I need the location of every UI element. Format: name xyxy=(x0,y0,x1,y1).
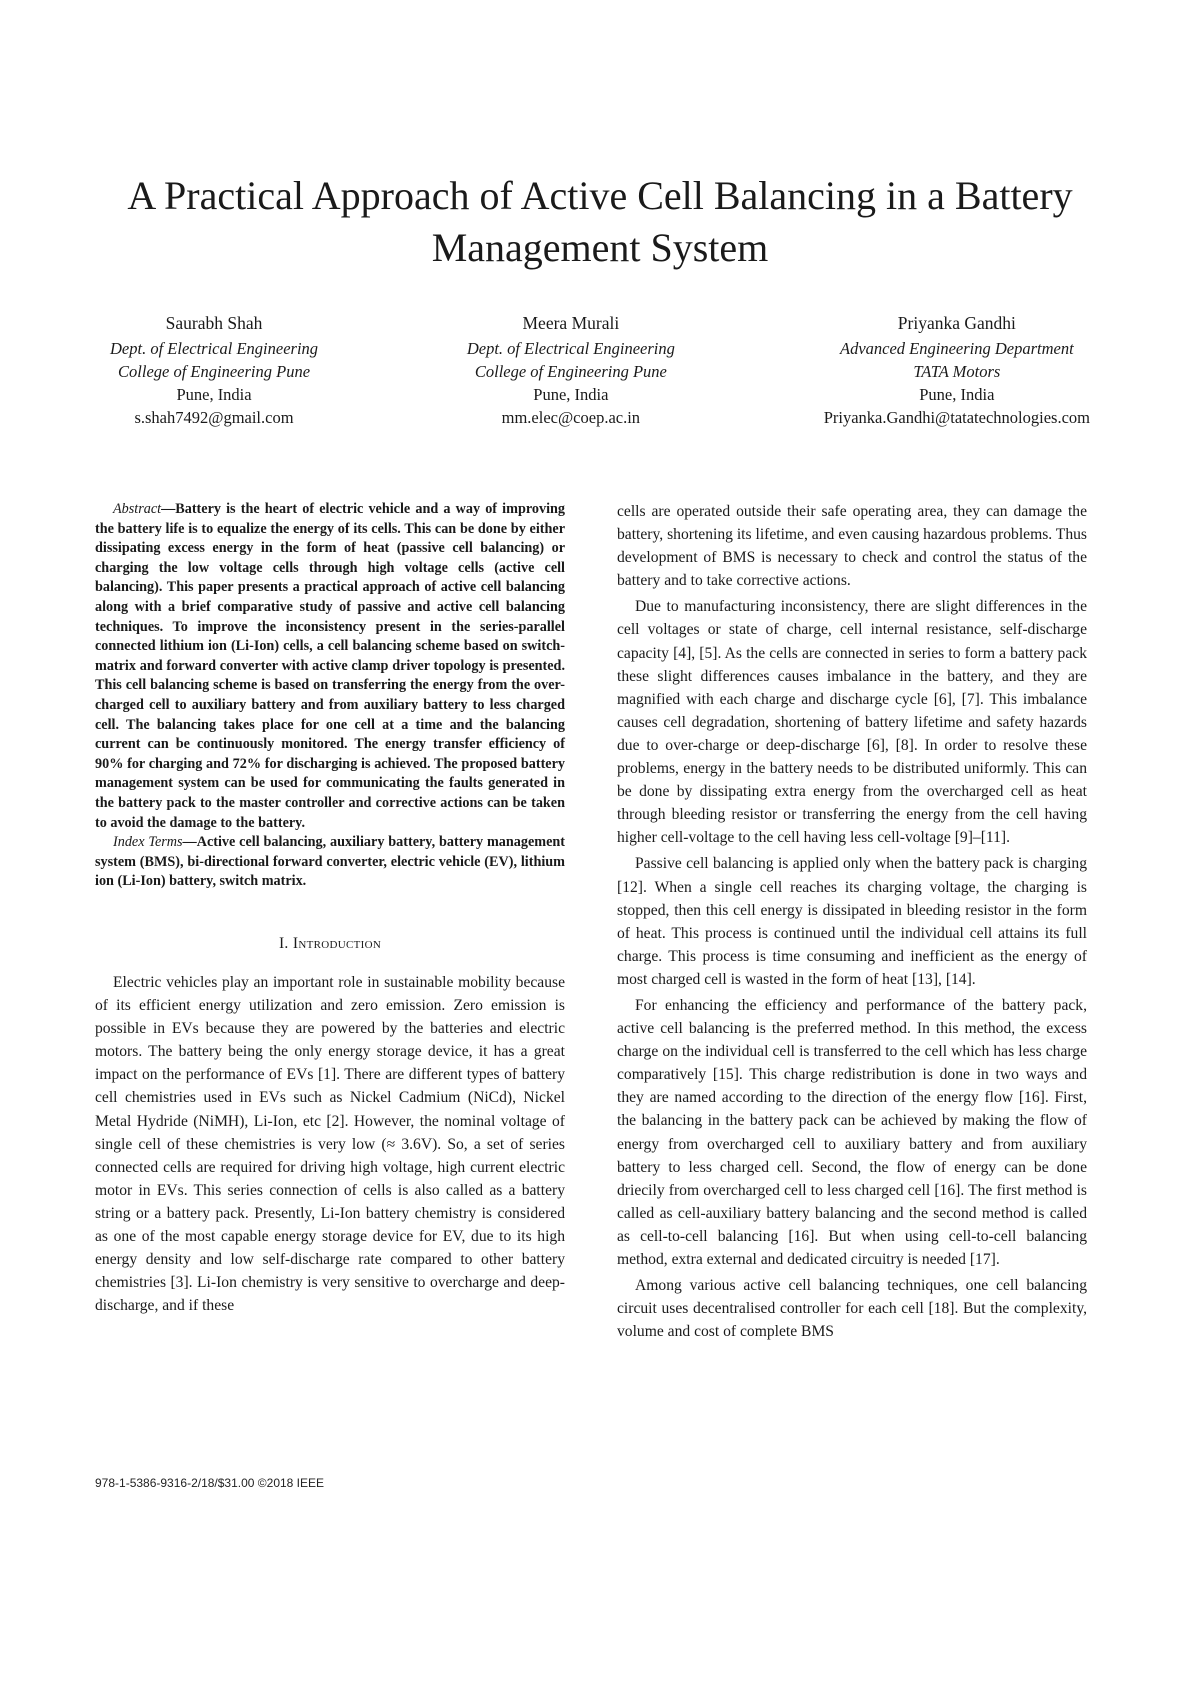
abstract-lead: Abstract xyxy=(113,501,162,517)
abstract xyxy=(95,500,565,833)
body-paragraph: Among various active cell balancing techniques, one cell balancing circuit uses decentralised controller for each cell [18]. But the complexity, volume and cost of complete BMS xyxy=(617,1277,1087,1341)
author-2 xyxy=(467,312,675,429)
paper-title: A Practical Approach of Active Cell Balancing in a Battery Management System xyxy=(127,173,1073,270)
body-paragraph: Passive cell balancing is applied only when the battery pack is charging [12]. When a single cell reaches its charging voltage, the charging is stopped, then this cell energy is dissipated in bleeding resistor in the form of heat. This process is continued until the individual cell attains its full charge. This process is time consuming and inefficient as the energy of most charged cell is wasted in the form of heat [13], [14]. xyxy=(617,855,1087,988)
index-terms-text: —Active cell balancing, auxiliary battery, battery management system (BMS), bi-directional forward converter, electric vehicle (EV), lithium ion (Li-Ion) battery, switch matrix. xyxy=(95,834,565,890)
author-dept: Advanced Engineering Department xyxy=(839,339,1074,358)
author-1 xyxy=(110,312,318,429)
body-paragraph: cells are operated outside their safe operating area, they can damage the battery, shortening its lifetime, and even causing hazardous problems. Thus development of BMS is necessary to check and control the status of the battery and to take corrective actions. xyxy=(617,503,1087,590)
right-column xyxy=(617,500,1087,1343)
left-column xyxy=(95,500,565,1317)
abstract-text: —Battery is the heart of electric vehicle and a way of improving the battery life is to equalize the energy of its cells. This can be done by either dissipating excess energy in the form of heat (passive cell balancing) or charging the low voltage cells through high voltage cells (active cell balancing). This paper presents a practical approach of active cell balancing along with a brief comparative study of passive and active cell balancing techniques. To improve the inconsistency present in the series-parallel connected lithium ion (Li-Ion) cells, a cell balancing scheme based on switch-matrix and forward converter with active clamp driver topology is presented. This cell balancing scheme is based on transferring the energy from the over-charged cell to auxiliary battery and from auxiliary battery to less charged cell. The balancing takes place for one cell at a time and the balancing current can be continuously monitored. The energy transfer efficiency of 90% for charging and 72% for discharging is achieved. The proposed battery management system can be used for communicating the faults generated in the battery pack to the master controller and corrective actions can be taken to avoid the damage to the battery. xyxy=(95,501,565,831)
author-3 xyxy=(824,312,1090,429)
author-email: mm.elec@coep.ac.in xyxy=(501,408,641,427)
author-email: s.shah7492@gmail.com xyxy=(134,408,294,427)
body-paragraph: For enhancing the efficiency and performance of the battery pack, active cell balancing is the preferred method. In this method, the excess charge on the individual cell is transferred to the cell which has less charge comparatively [15]. This charge redistribution is done in two ways and they are named according to the direction of the energy flow [16]. First, the balancing in the battery pack can be achieved by making the flow of energy from overcharged cell to auxiliary battery and from auxiliary battery to less charged cell. Second, the flow of energy can be done driecily from overcharged cell to less charged cell [16]. The first method is called as cell-auxiliary battery balancing and the second method is called as cell-to-cell balancing [16]. But when using cell-to-cell balancing method, extra external and dedicated circuitry is needed [17]. xyxy=(617,996,1087,1268)
author-name: Priyanka Gandhi xyxy=(897,313,1016,333)
author-email: Priyanka.Gandhi@tatatechnologies.com xyxy=(823,408,1090,427)
copyright-footer: 978-1-5386-9316-2/18/$31.00 ©2018 IEEE xyxy=(95,1476,325,1490)
author-location: Pune, India xyxy=(176,385,252,404)
author-org: TATA Motors xyxy=(913,362,1001,381)
author-org: College of Engineering Pune xyxy=(474,362,667,381)
author-name: Meera Murali xyxy=(522,313,620,333)
intro-paragraph: Electric vehicles play an important role in sustainable mobility because of its efficient energy utilization and zero emission. Zero emission is possible in EVs because they are powered by the batteries and electric motors. The battery being the only energy storage device, it has a great impact on the performance of EVs [1]. There are different types of battery cell chemistries used in EVs such as Nickel Cadmium (NiCd), Nickel Metal Hydride (NiMH), Li-Ion, etc [2]. However, the nominal voltage of single cell of these chemistries is very low (≈ 3.6V). So, a set of series connected cells are required for driving high voltage, high current electric motor in EVs. This series connection of cells is also called as a battery string or a battery pack. Presently, Li-Ion battery chemistry is considered as one of the most capable energy storage device for EV, due to its high energy density and low self-discharge rate compared to other battery chemistries [3]. Li-Ion chemistry is very sensitive to overcharge and deep-discharge, and if these xyxy=(95,973,565,1315)
author-org: College of Engineering Pune xyxy=(118,362,311,381)
body-paragraph: Due to manufacturing inconsistency, there are slight differences in the cell voltages or state of charge, cell internal resistance, self-discharge capacity [4], [5]. As the cells are connected in series to form a battery pack these slight differences causes imbalance in the battery, and they are magnified with each charge and discharge cycle [6], [7]. This imbalance causes cell degradation, shortening of battery lifetime and safety hazards due to over-charge or deep-discharge [6], [8]. In order to resolve these problems, energy in the battery needs to be distributed uniformly. This can be done by dissipating extra energy from the overcharged cell as heat through bleeding resistor or transferring the energy from the cell having higher cell-voltage to the cell having less cell-voltage [9]–[11]. xyxy=(617,598,1087,847)
index-terms-lead: Index Terms xyxy=(113,834,183,851)
author-dept: Dept. of Electrical Engineering xyxy=(466,339,675,358)
author-dept: Dept. of Electrical Engineering xyxy=(110,339,319,358)
author-location: Pune, India xyxy=(533,385,609,404)
index-terms xyxy=(95,833,565,892)
author-location: Pune, India xyxy=(919,385,995,404)
author-name: Saurabh Shah xyxy=(165,313,263,333)
section-heading-introduction: I. Introduction xyxy=(278,934,382,952)
author-block xyxy=(110,312,1090,429)
